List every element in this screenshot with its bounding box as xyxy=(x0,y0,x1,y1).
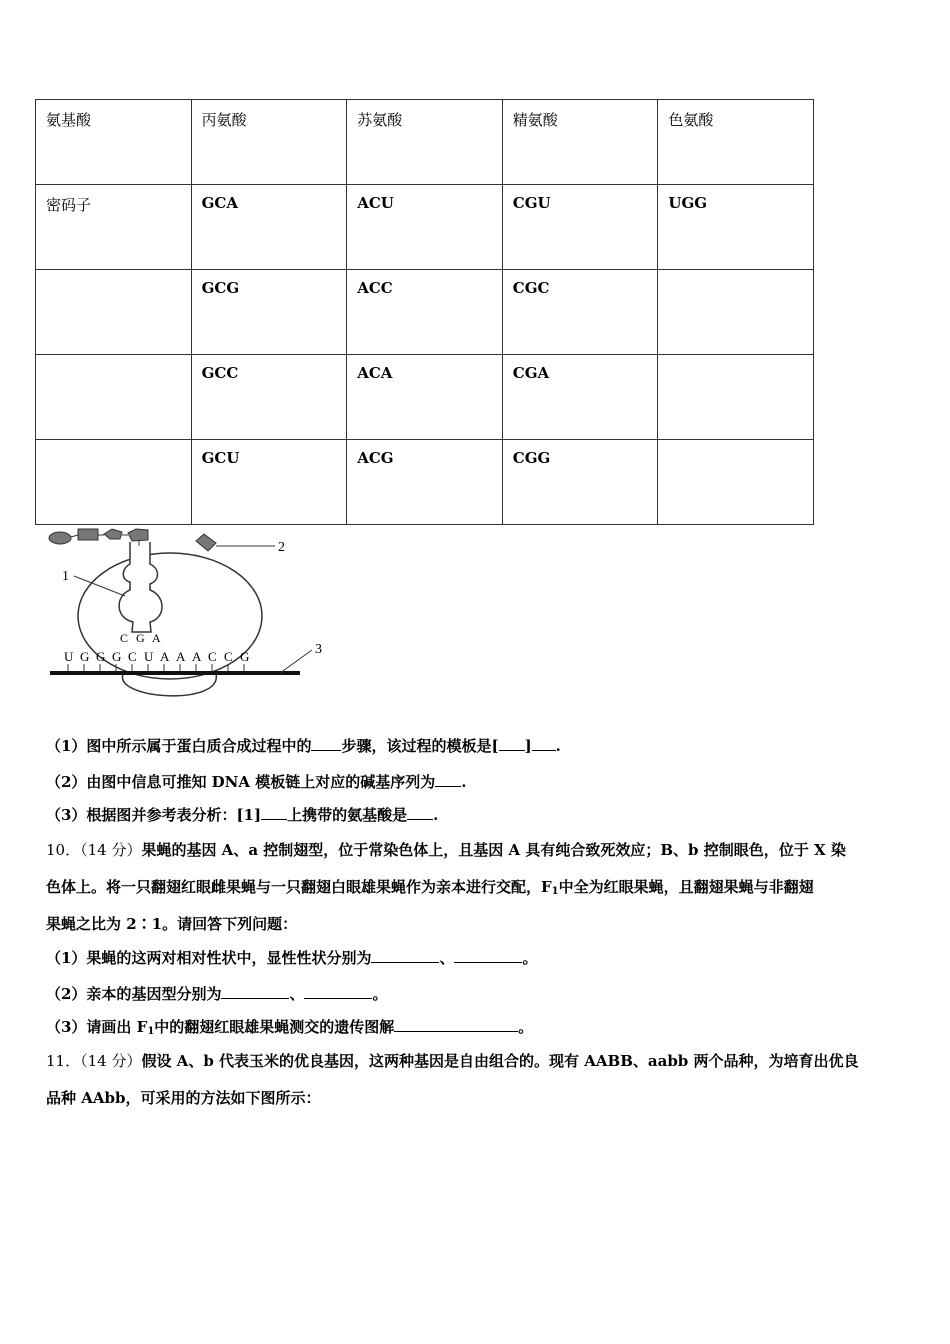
table-cell: UGG xyxy=(658,185,814,270)
q11-line1: 11．（14 分）假设 A、b 代表玉米的优良基因，这两种基因是自由组合的。现有 AABB、aabb 两个品种，为培育出优良 xyxy=(46,1052,859,1070)
table-cell: 丙氨酸 xyxy=(191,100,347,185)
answer-blank[interactable] xyxy=(435,772,461,787)
q9-part1: （1）图中所示属于蛋白质合成过程中的 步骤，该过程的模板是[ ] . xyxy=(46,737,561,755)
table-cell: 氨基酸 xyxy=(36,100,192,185)
answer-blank[interactable] xyxy=(394,1017,518,1032)
table-row xyxy=(36,355,814,440)
table-cell: 密码子 xyxy=(36,185,192,270)
answer-blank[interactable] xyxy=(407,805,433,820)
q10-part2: （2）亲本的基因型分别为 、 。 xyxy=(46,985,388,1003)
mrna-base: U xyxy=(64,649,74,664)
amino-acid-shape xyxy=(128,529,148,541)
table-row xyxy=(36,270,814,355)
q10-line3: 果蝇之比为 2∶1。请回答下列问题： xyxy=(46,915,298,933)
mrna-base: G xyxy=(112,649,122,664)
answer-blank[interactable] xyxy=(499,736,525,751)
answer-blank[interactable] xyxy=(261,805,287,820)
table-row xyxy=(36,100,814,185)
translation-diagram xyxy=(40,524,340,714)
table-cell xyxy=(36,270,192,355)
q10-part1: （1）果蝇的这两对相对性状中，显性性状分别为 、 。 xyxy=(46,949,538,967)
table-cell: 色氨酸 xyxy=(658,100,814,185)
table-cell: GCU xyxy=(191,440,347,525)
table-cell: ACG xyxy=(347,440,503,525)
table-cell: GCG xyxy=(191,270,347,355)
mrna-base: C xyxy=(128,649,137,664)
answer-blank[interactable] xyxy=(221,984,289,999)
mrna-base: C xyxy=(208,649,217,664)
table-cell: CGG xyxy=(502,440,658,525)
table-cell: CGC xyxy=(502,270,658,355)
ribosome-large-subunit xyxy=(78,553,262,679)
table-cell: ACA xyxy=(347,355,503,440)
anticodon-base: A xyxy=(152,631,161,645)
amino-acid-shape xyxy=(196,534,216,551)
amino-acid-shape xyxy=(49,532,71,544)
ribosome-small-subunit xyxy=(122,674,216,696)
anticodon-base: G xyxy=(136,631,145,645)
mrna-base: G xyxy=(80,649,90,664)
table-cell: CGA xyxy=(502,355,658,440)
table-cell xyxy=(658,440,814,525)
mrna-base: G xyxy=(240,649,250,664)
table-cell: GCC xyxy=(191,355,347,440)
mrna-base: A xyxy=(176,649,186,664)
mrna-base: A xyxy=(192,649,202,664)
mrna-base: U xyxy=(144,649,154,664)
answer-blank[interactable] xyxy=(371,948,439,963)
amino-acid-shape xyxy=(78,529,98,540)
amino-acid-shape xyxy=(104,529,122,539)
q9-part3: （3）根据图并参考表分析：[1] 上携带的氨基酸是 . xyxy=(46,806,439,824)
table-row xyxy=(36,185,814,270)
anticodon-base: C xyxy=(120,631,129,645)
q10-line1: 10．（14 分）果蝇的基因 A、a 控制翅型，位于常染色体上，且基因 A 具有纯合致死效应；B、b 控制眼色，位于 X 染 xyxy=(46,841,846,859)
table-cell: 精氨酸 xyxy=(502,100,658,185)
answer-blank[interactable] xyxy=(311,736,341,751)
trna-shape xyxy=(119,542,162,632)
answer-blank[interactable] xyxy=(304,984,372,999)
q9-part2: （2）由图中信息可推知 DNA 模板链上对应的碱基序列为 . xyxy=(46,773,467,791)
q11-line2: 品种 AAbb，可采用的方法如下图所示： xyxy=(46,1089,321,1107)
table-cell: CGU xyxy=(502,185,658,270)
mrna-base: G xyxy=(96,649,106,664)
table-cell xyxy=(658,270,814,355)
answer-blank[interactable] xyxy=(532,736,556,751)
table-cell xyxy=(36,440,192,525)
table-cell xyxy=(658,355,814,440)
table-row xyxy=(36,440,814,525)
answer-blank[interactable] xyxy=(454,948,522,963)
table-cell: ACU xyxy=(347,185,503,270)
table-cell xyxy=(36,355,192,440)
mrna-base: A xyxy=(160,649,170,664)
table-cell: ACC xyxy=(347,270,503,355)
table-cell: GCA xyxy=(191,185,347,270)
label-1: 1 xyxy=(62,569,69,584)
label-3: 3 xyxy=(315,642,322,657)
q10-line2: 色体上。将一只翻翅红眼雌果蝇与一只翻翅白眼雄果蝇作为亲本进行交配，$F_1$中全为红眼果蝇，且翻翅果蝇与非翻翅 xyxy=(46,878,814,897)
mrna-base: C xyxy=(224,649,233,664)
label-2: 2 xyxy=(278,540,285,555)
codon-table xyxy=(35,99,814,525)
table-cell: 苏氨酸 xyxy=(347,100,503,185)
q10-part3: （3）请画出 $F_1$中的翻翅红眼雄果蝇测交的遗传图解 。 xyxy=(46,1018,534,1037)
